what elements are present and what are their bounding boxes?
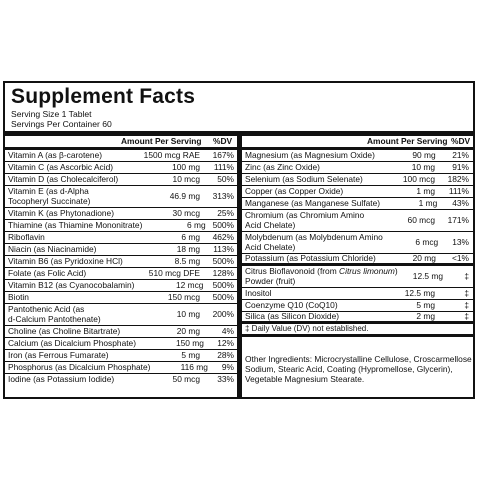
nutrient-name: Pantothenic Acid (as d-Calcium Pantothenate) xyxy=(8,303,101,324)
table-row xyxy=(5,174,237,186)
daily-value: 313% xyxy=(212,190,234,201)
species-name: Citrus limonum xyxy=(339,265,395,276)
amount-per-serving: 10 mcg xyxy=(172,173,200,184)
amount-per-serving: 12 mcg xyxy=(176,279,204,290)
table-row xyxy=(5,292,237,304)
amount-per-serving: 46.9 mg xyxy=(169,190,200,201)
nutrient-name: Magnesium (as Magnesium Oxide) xyxy=(245,149,375,160)
table-row xyxy=(242,210,473,232)
table-row xyxy=(242,254,473,266)
right-rows xyxy=(242,150,473,324)
nutrient-name: Folate (as Folic Acid) xyxy=(8,267,87,278)
table-row xyxy=(5,268,237,280)
daily-value: 500% xyxy=(212,219,234,230)
table-row xyxy=(5,244,237,256)
right-dv-header: %DV xyxy=(451,136,471,146)
amount-per-serving: 18 mg xyxy=(176,243,200,254)
table-row xyxy=(5,362,237,374)
daily-value: 182% xyxy=(447,173,469,184)
right-amount-header: Amount Per Serving xyxy=(367,136,448,146)
nutrient-name: Niacin (as Niacinamide) xyxy=(8,243,97,254)
daily-value: 167% xyxy=(212,149,234,160)
amount-per-serving: 20 mg xyxy=(176,325,200,336)
daily-value: 500% xyxy=(212,255,234,266)
nutrient-name: Potassium (as Potassium Chloride) xyxy=(245,252,376,263)
amount-per-serving: 510 mcg DFE xyxy=(148,267,200,278)
daily-value: 171% xyxy=(447,214,469,225)
amount-per-serving: 5 mg xyxy=(181,349,200,360)
other-ingredients: Other Ingredients: Microcrystalline Cellulose, Croscarmellose Sodium, Stearic Acid, Coating (Hypromellose, Glycerin), Vegetable Magnesium Stearate. xyxy=(245,354,472,384)
amount-per-serving: 30 mcg xyxy=(172,207,200,218)
table-row xyxy=(5,326,237,338)
daily-value: 500% xyxy=(212,279,234,290)
amount-per-serving: 6 mg xyxy=(187,219,206,230)
daily-value: 33% xyxy=(217,374,234,385)
daily-value: 25% xyxy=(217,207,234,218)
table-row xyxy=(5,232,237,244)
nutrient-name: Calcium (as Dicalcium Phosphate) xyxy=(8,337,136,348)
amount-per-serving: 1 mg xyxy=(418,197,438,208)
table-row xyxy=(242,198,473,210)
table-row xyxy=(5,186,237,208)
daily-value: <1% xyxy=(452,252,469,263)
footnote-row xyxy=(242,324,473,337)
nutrient-name: Silica (as Silicon Dioxide) xyxy=(245,310,340,321)
nutrient-name: Vitamin D (as Cholecalciferol) xyxy=(8,173,119,184)
daily-value: 111% xyxy=(213,161,234,172)
daily-value: 113% xyxy=(213,243,234,254)
nutrient-name: Copper (as Copper Oxide) xyxy=(245,185,344,196)
right-nutrient-table xyxy=(242,150,473,337)
left-amount-header: Amount Per Serving xyxy=(121,136,202,146)
nutrient-name: Chromium (as Chromium Amino Acid Chelate) xyxy=(245,209,365,230)
daily-value: ‡ xyxy=(464,287,469,298)
amount-per-serving: 5 mg xyxy=(416,299,435,310)
amount-per-serving: 12.5 mg xyxy=(404,287,435,298)
nutrient-name: Vitamin B6 (as Pyridoxine HCl) xyxy=(8,255,123,266)
nutrient-name: Riboflavin xyxy=(8,231,45,242)
daily-value: ‡ xyxy=(464,310,469,321)
table-row xyxy=(242,186,473,198)
table-row xyxy=(5,256,237,268)
serving-size: Serving Size 1 Tablet xyxy=(11,109,92,119)
amount-per-serving: 10 mg xyxy=(176,308,200,319)
table-row xyxy=(5,162,237,174)
daily-value: ‡ xyxy=(464,299,469,310)
table-row xyxy=(242,232,473,254)
table-row xyxy=(242,266,473,288)
daily-value: 111% xyxy=(448,185,469,196)
table-row xyxy=(242,288,473,300)
daily-value: 200% xyxy=(212,308,234,319)
nutrient-name: Vitamin C (as Ascorbic Acid) xyxy=(8,161,114,172)
amount-per-serving: 1500 mcg RAE xyxy=(143,149,200,160)
nutrient-name: Iron (as Ferrous Fumarate) xyxy=(8,349,109,360)
nutrient-name: Vitamin K (as Phytonadione) xyxy=(8,207,114,218)
daily-value: 128% xyxy=(212,267,234,278)
left-nutrient-table xyxy=(5,150,237,386)
nutrient-name: Vitamin A (as β-carotene) xyxy=(8,149,103,160)
table-row xyxy=(5,220,237,232)
nutrient-name: Molybdenum (as Molybdenum Amino Acid Chelate) xyxy=(245,231,383,252)
daily-value: 4% xyxy=(221,325,234,336)
amount-per-serving: 10 mg xyxy=(411,161,435,172)
daily-value: 43% xyxy=(452,197,469,208)
table-row xyxy=(5,350,237,362)
nutrient-name: Choline (as Choline Bitartrate) xyxy=(8,325,121,336)
amount-per-serving: 6 mcg xyxy=(415,236,439,247)
nutrient-name: Citrus Bioflavonoid (from Citrus limonum) Powder (fruit) xyxy=(245,265,398,286)
daily-value: 462% xyxy=(212,231,234,242)
amount-per-serving: 150 mg xyxy=(175,337,204,348)
amount-per-serving: 12.5 mg xyxy=(412,270,444,281)
footnote: ‡ Daily Value (DV) not established. xyxy=(245,324,369,334)
nutrient-name: Coenzyme Q10 (CoQ10) xyxy=(245,299,338,310)
amount-per-serving: 150 mcg xyxy=(167,291,200,302)
nutrient-name: Biotin xyxy=(8,291,29,302)
daily-value: 9% xyxy=(221,361,234,372)
table-row xyxy=(5,304,237,326)
nutrient-name: Vitamin B12 (as Cyanocobalamin) xyxy=(8,279,135,290)
amount-per-serving: 100 mcg xyxy=(402,173,435,184)
supplement-facts-panel xyxy=(3,81,475,399)
table-row xyxy=(5,150,237,162)
nutrient-name: Zinc (as Zinc Oxide) xyxy=(245,161,320,172)
table-row xyxy=(242,150,473,162)
amount-per-serving: 20 mg xyxy=(412,252,436,263)
table-row xyxy=(242,162,473,174)
daily-value: 50% xyxy=(217,173,234,184)
table-row xyxy=(5,280,237,292)
nutrient-name: Vitamin E (as d-Alpha Tocopheryl Succinate) xyxy=(8,185,91,206)
amount-per-serving: 8.5 mg xyxy=(174,255,201,266)
daily-value: 21% xyxy=(452,149,469,160)
table-row xyxy=(242,174,473,186)
nutrient-name: Selenium (as Sodium Selenate) xyxy=(245,173,363,184)
amount-per-serving: 100 mg xyxy=(172,161,200,172)
amount-per-serving: 90 mg xyxy=(412,149,436,160)
left-dv-header: %DV xyxy=(213,136,233,146)
daily-value: 28% xyxy=(217,349,234,360)
table-row xyxy=(5,208,237,220)
table-row xyxy=(242,312,473,324)
nutrient-name: Inositol xyxy=(245,287,272,298)
daily-value: ‡ xyxy=(464,270,469,281)
table-row xyxy=(5,338,237,350)
amount-per-serving: 50 mcg xyxy=(172,374,200,385)
amount-per-serving: 116 mg xyxy=(180,361,208,372)
panel-title: Supplement Facts xyxy=(11,85,196,108)
daily-value: 12% xyxy=(217,337,234,348)
servings-per-container: Servings Per Container 60 xyxy=(11,119,112,129)
nutrient-name: Thiamine (as Thiamine Mononitrate) xyxy=(8,219,143,230)
daily-value: 13% xyxy=(452,236,469,247)
amount-per-serving: 1 mg xyxy=(416,185,435,196)
table-row xyxy=(5,374,237,386)
nutrient-name: Phosphorus (as Dicalcium Phosphate) xyxy=(8,361,151,372)
amount-per-serving: 6 mg xyxy=(181,231,200,242)
daily-value: 91% xyxy=(452,161,469,172)
amount-per-serving: 2 mg xyxy=(416,310,435,321)
nutrient-name: Manganese (as Manganese Sulfate) xyxy=(245,197,381,208)
nutrient-name: Iodine (as Potassium Iodide) xyxy=(8,374,115,385)
daily-value: 500% xyxy=(212,291,234,302)
amount-per-serving: 60 mcg xyxy=(407,214,435,225)
